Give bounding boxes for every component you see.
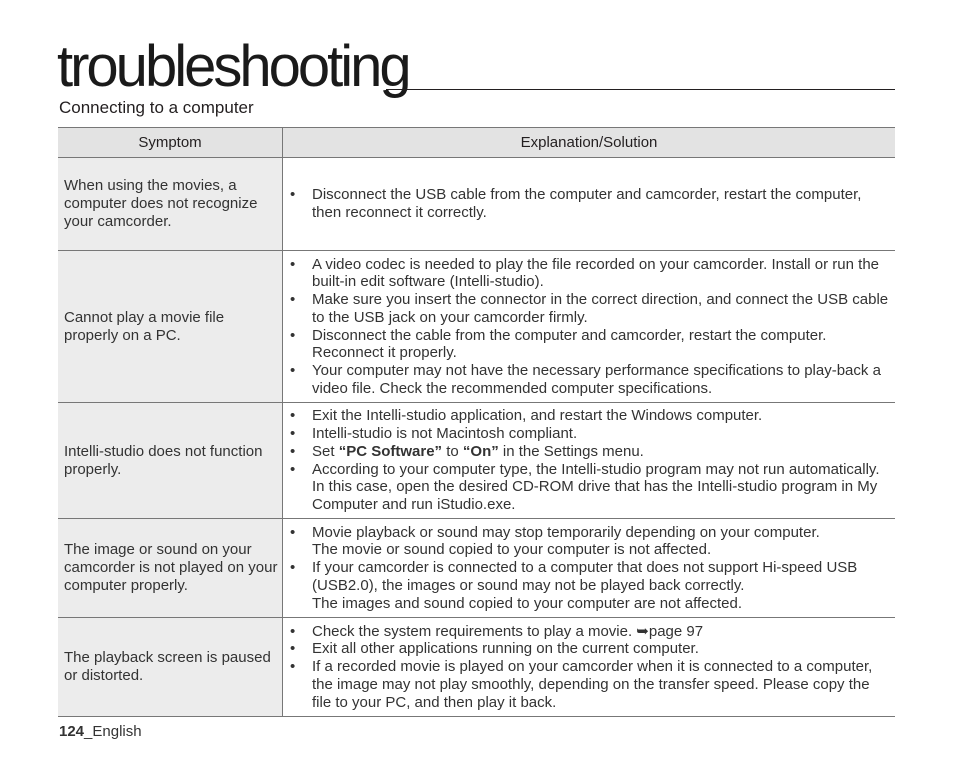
troubleshooting-table (58, 127, 895, 717)
bullet-icon: • (290, 291, 296, 309)
title-rule (386, 89, 895, 90)
note-text: The movie or sound copied to your computer is not affected. (312, 541, 712, 559)
symptom-cell: When using the movies, a computer does not recognize your camcorder. (58, 158, 283, 251)
list-item: • Exit all other applications running on the current computer. (290, 640, 699, 658)
list-item: • Intelli-studio is not Macintosh compliant. (290, 425, 578, 443)
bullet-icon: • (290, 255, 296, 273)
bullet-icon: • (290, 523, 296, 541)
list-item: • Your computer may not have the necessary performance specifications to play-back a video file. Check the recommended computer specifications. (290, 361, 881, 397)
bullet-icon: • (290, 361, 296, 379)
footer-language: _English (84, 723, 142, 740)
bullet-icon: • (290, 622, 296, 640)
bullet-icon: • (290, 559, 296, 577)
list-item: • If your camcorder is connected to a computer that does not support Hi-speed USB (USB2.0), the images or sound may not be played back correctly. The images and sound copied to your computer are not affected. (290, 559, 890, 612)
list-item: • If a recorded movie is played on your camcorder when it is connected to a computer, the image may not play smoothly, depending on the transfer speed. Please copy the file to your PC, and then play it back. (290, 658, 873, 711)
list-item: • Make sure you insert the connector in the correct direction, and connect the USB cable to the USB jack on your camcorder firmly. (290, 291, 889, 326)
symptom-cell: Cannot play a movie file properly on a PC. (58, 251, 283, 403)
list-item: • A video codec is needed to play the file recorded on your camcorder. Install or run the built-in edit software (Intelli-studio). (290, 255, 879, 291)
solution-cell (283, 618, 896, 717)
list-item: • Disconnect the cable from the computer and camcorder, restart the computer. Reconnect it properly. (290, 326, 827, 362)
table-row (58, 519, 895, 618)
page-footer (59, 723, 142, 740)
bullet-icon: • (290, 326, 296, 344)
list-item: • Movie playback or sound may stop temporarily depending on your computer. The movie or sound copied to your computer is not affected. (290, 524, 890, 559)
bullet-icon: • (290, 640, 296, 658)
solution-cell (283, 403, 896, 519)
symptom-cell: The image or sound on your camcorder is not played on your computer properly. (58, 519, 283, 618)
list-item: • Disconnect the USB cable from the computer and camcorder, restart the computer, then reconnect it correctly. (290, 186, 862, 221)
symptom-header: Symptom (58, 128, 283, 158)
bullet-icon: • (290, 425, 296, 443)
bullet-icon: • (290, 442, 296, 460)
note-text: The images and sound copied to your computer are not affected. (312, 594, 742, 612)
solution-cell (283, 519, 896, 618)
table-row (58, 251, 895, 403)
solution-cell (283, 251, 896, 403)
bullet-icon: • (290, 186, 296, 204)
table-row (58, 158, 895, 251)
list-item: • According to your computer type, the Intelli-studio program may not run automatically. In this case, open the desired CD-ROM drive that has the Intelli-studio program in My Computer and run iStudio.exe. (290, 460, 880, 513)
symptom-cell: The playback screen is paused or distorted. (58, 618, 283, 717)
list-item: • Check the system requirements to play a movie. ➥page 97 (290, 622, 704, 640)
bullet-icon: • (290, 460, 296, 478)
list-item: • Exit the Intelli-studio application, and restart the Windows computer. (290, 407, 763, 425)
list-item: • Set “PC Software” to “On” in the Settings menu. (290, 442, 644, 460)
bullet-icon: • (290, 407, 296, 425)
bullet-icon: • (290, 658, 296, 676)
solution-header: Explanation/Solution (283, 128, 896, 158)
section-title: Connecting to a computer (59, 98, 254, 117)
table-header-row (58, 128, 895, 158)
symptom-cell: Intelli-studio does not function properly. (58, 403, 283, 519)
table-row (58, 403, 895, 519)
table-row (58, 618, 895, 717)
solution-cell (283, 158, 896, 251)
page-number: 124 (59, 723, 85, 740)
page-title: troubleshooting (57, 34, 409, 99)
